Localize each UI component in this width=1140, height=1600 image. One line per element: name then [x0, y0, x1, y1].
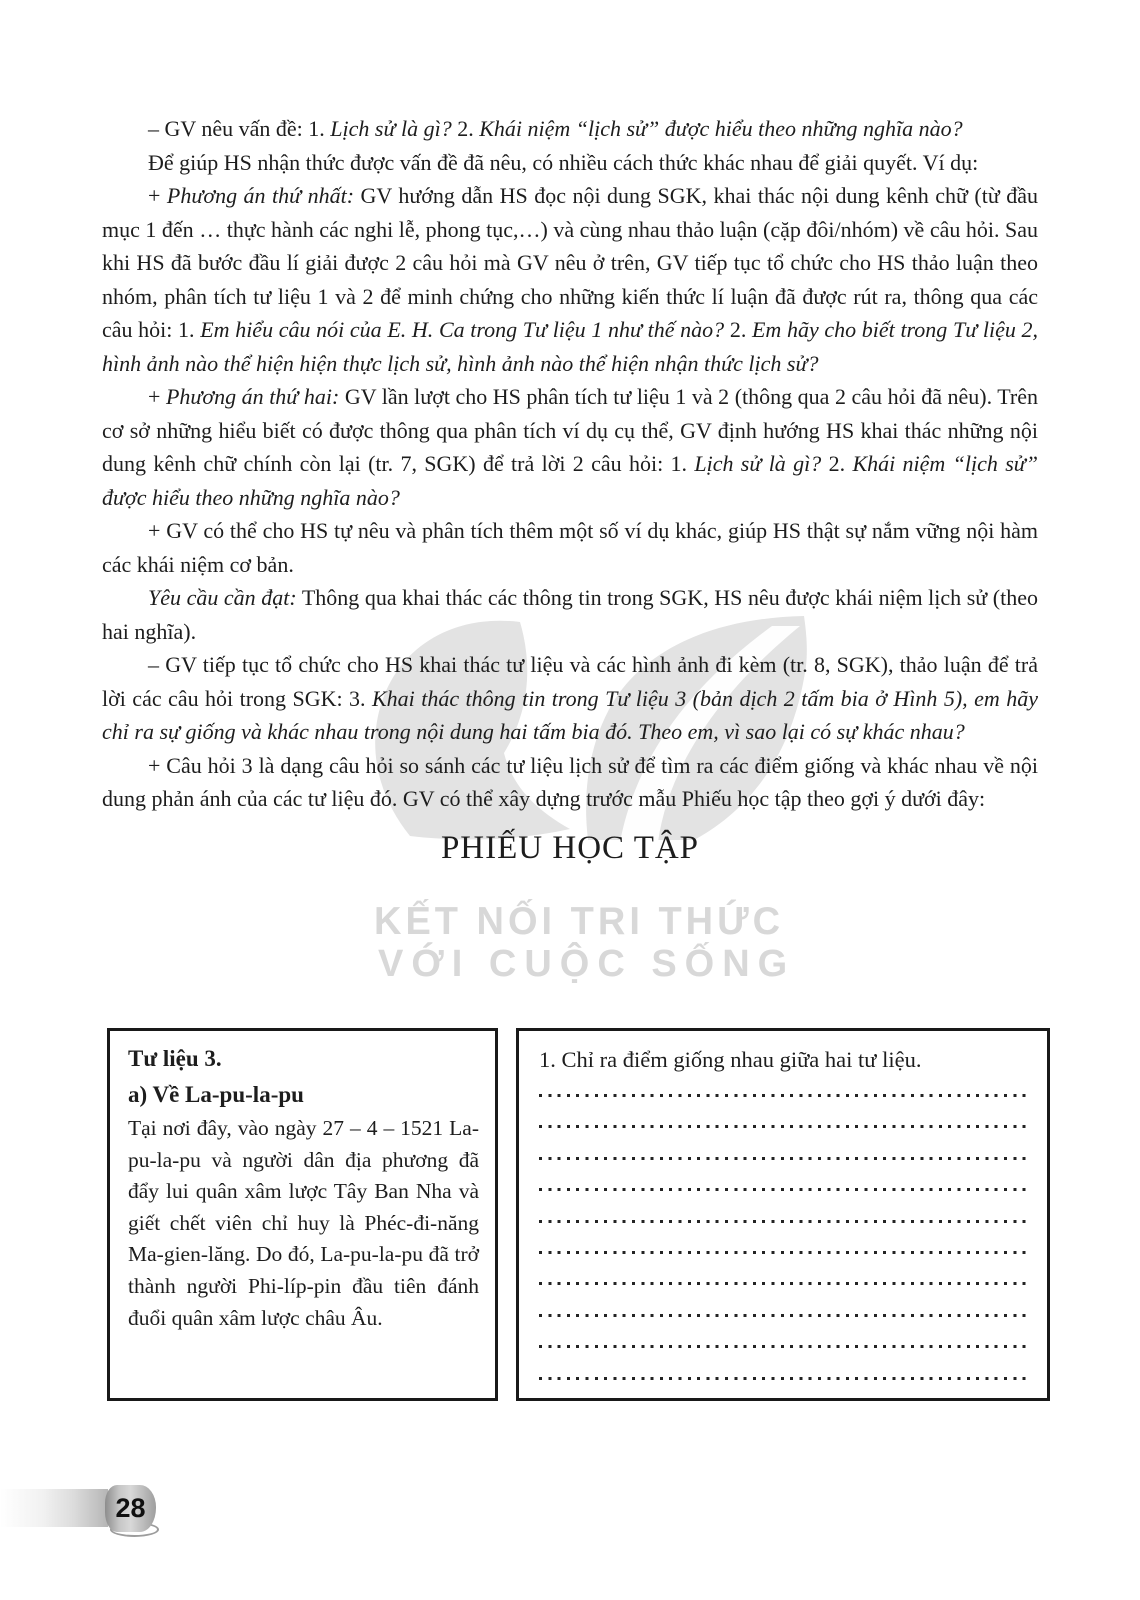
page-number-tab: [105, 1485, 156, 1532]
page-ribbon-bar: [0, 1489, 108, 1527]
answer-dotted-line: [539, 1220, 1027, 1223]
answer-dotted-line: [539, 1251, 1027, 1254]
left-cell-title: Tư liệu 3.: [128, 1046, 222, 1071]
para-cau-hoi-3: + Câu hỏi 3 là dạng câu hỏi so sánh các tư liệu lịch sử để tìm ra các điểm giống và khác nhau về nội dung phản ánh của các tư liệu đó. GV có thể xây dựng trước mẫu Phiếu học tập theo gợi ý dưới đây:: [102, 752, 1038, 811]
watermark-text-line1: KẾT NỐI TRI THỨC: [374, 900, 785, 944]
worksheet-right-cell: [516, 1028, 1050, 1401]
para-yeu-cau-can-dat: Yêu cầu cần đạt: Thông qua khai thác các thông tin trong SGK, HS nêu được khái niệm lịch sử (theo hai nghĩa).: [102, 585, 1038, 644]
answer-dotted-line: [539, 1314, 1027, 1317]
para-phuong-an-thu-hai: + Phương án thứ hai: GV lần lượt cho HS phân tích tư liệu 1 và 2 (thông qua 2 câu hỏi đã nêu). Trên cơ sở những hiểu biết có được thông qua phân tích ví dụ cụ thể, GV định hướng HS khai thác những nội dung kênh chữ chính còn lại (tr. 7, SGK) để trả lời 2 câu hỏi: 1. Lịch sử là gì? 2. Khái niệm “lịch sử” được hiểu theo những nghĩa nào?: [102, 384, 1039, 510]
answer-dotted-line: [539, 1094, 1027, 1097]
answer-dotted-line: [539, 1125, 1027, 1128]
worksheet-left-cell: [107, 1028, 498, 1401]
answer-dotted-line: [539, 1157, 1027, 1160]
para-de-giup-hs: Để giúp HS nhận thức được vấn đề đã nêu, có nhiều cách thức khác nhau để giải quyết. Ví dụ:: [148, 149, 979, 175]
page-number: 28: [115, 1493, 146, 1523]
worksheet-title: PHIẾU HỌC TẬP: [440, 829, 700, 866]
answer-dotted-line: [539, 1345, 1027, 1348]
body-text-column: [102, 112, 1038, 867]
left-cell-subtitle: a) Về La-pu-la-pu: [128, 1082, 304, 1107]
watermark-text-line2: VỚI CUỘC SỐNG: [378, 943, 796, 985]
answer-dotted-line: [539, 1188, 1027, 1191]
para-gv-co-the-cho: + GV có thể cho HS tự nêu và phân tích thêm một số ví dụ khác, giúp HS thật sự nắm vững nội hàm các khái niệm cơ bản.: [102, 518, 1038, 577]
para-phuong-an-thu-nhat: + Phương án thứ nhất: GV hướng dẫn HS đọc nội dung SGK, khai thác nội dung kênh chữ (từ đầu mục 1 đến … thực hành các nghi lễ, phong tục,…) và cùng nhau thảo luận (cặp đôi/nhóm) về câu hỏi. Sau khi HS đã bước đầu lí giải được 2 câu hỏi mà GV nêu ở trên, GV tiếp tục tổ chức cho HS thảo luận theo nhóm, phân tích tư liệu 1 và 2 để minh chứng cho những kiến thức lí luận đã được rút ra, thông qua các câu hỏi: 1. Em hiểu câu nói của E. H. Ca trong Tư liệu 1 như thế nào? 2. Em hãy cho biết trong Tư liệu 2, hình ảnh nào thể hiện hiện thực lịch sử, hình ảnh nào thể hiện nhận thức lịch sử?: [102, 183, 1039, 376]
right-cell-question: 1. Chỉ ra điểm giống nhau giữa hai tư liệu.: [539, 1047, 922, 1072]
teacher-guide-paragraphs: [102, 112, 1038, 816]
left-cell-body: Tại nơi đây, vào ngày 27 – 4 – 1521 La-pu-la-pu và người dân địa phương đã đẩy lui quân xâm lược Tây Ban Nha và giết chết viên chỉ huy là Phéc-đi-năng Ma-gien-lăng. Do đó, La-pu-la-pu đã trở thành người Phi-líp-pin đầu tiên đánh đuổi quân xâm lược châu Âu.: [128, 1116, 479, 1330]
answer-lines: [539, 1094, 1027, 1380]
answer-dotted-line: [539, 1377, 1027, 1380]
answer-dotted-line: [539, 1282, 1027, 1285]
para-gv-tiep-tuc: – GV tiếp tục tổ chức cho HS khai thác tư liệu và các hình ảnh đi kèm (tr. 8, SGK), thảo luận để trả lời các câu hỏi trong SGK: 3. Khai thác thông tin trong Tư liệu 3 (bản dịch 2 tấm bia ở Hình 5), em hãy chỉ ra sự giống và khác nhau trong nội dung hai tấm bia đó. Theo em, vì sao lại có sự khác nhau?: [102, 652, 1038, 744]
para-gv-neu-van-de: – GV nêu vấn đề: 1. Lịch sử là gì? 2. Khái niệm “lịch sử” được hiểu theo những nghĩa nào?: [148, 116, 963, 141]
